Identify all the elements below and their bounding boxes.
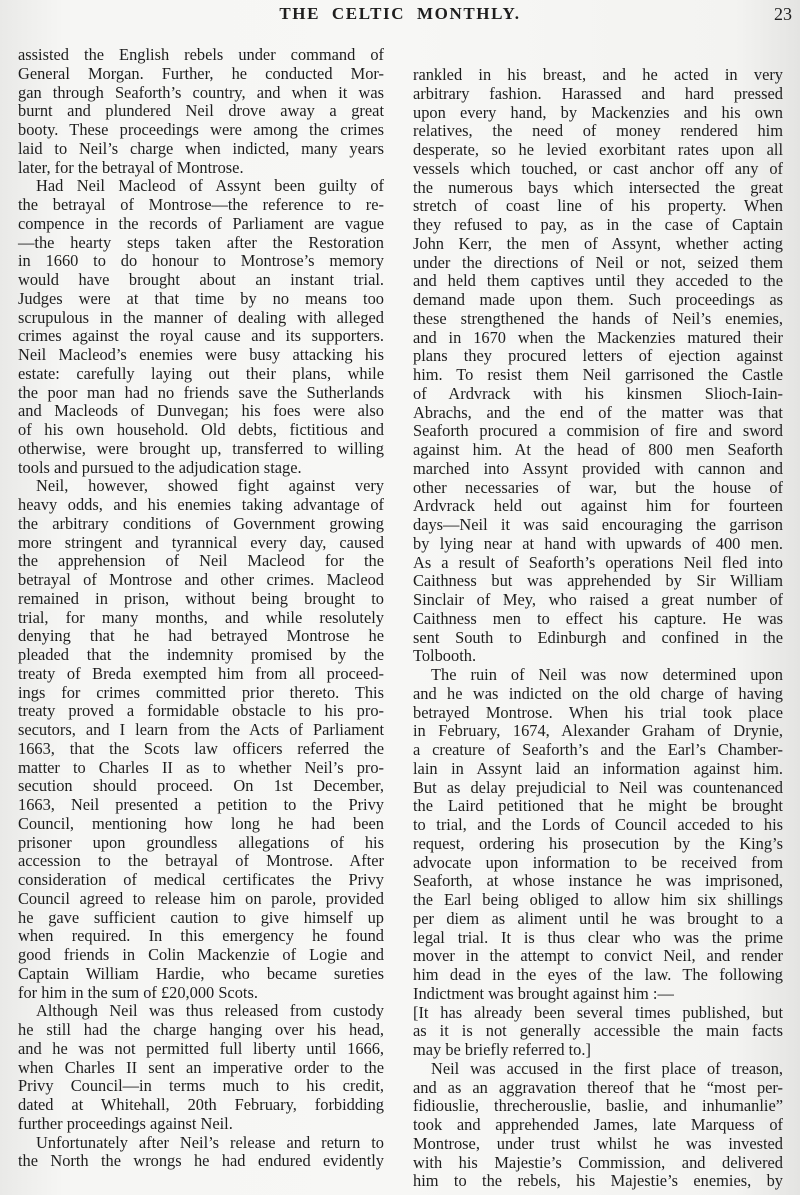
text-line: the Earl being obliged to allow him six shillings [413, 890, 783, 909]
text-line: secution should proceed. On 1st December, [18, 776, 384, 796]
text-line: —the hearty steps taken after the Restoration [18, 232, 384, 252]
text-line: and he was not permitted full liberty until 1666, [18, 1038, 384, 1058]
text-line: when required. In this emergency he found [18, 926, 384, 946]
text-line: request, ordering his prosecution by the King’s [413, 833, 783, 853]
paragraph [413, 666, 783, 1004]
text-line: he still had the charge hanging over his head, [18, 1020, 384, 1039]
text-line: fidiouslie, threcherouslie, baslie, and inhumanlie” [413, 1096, 783, 1116]
text-line: these strengthened the hands of Neil’s enemies, [413, 308, 783, 328]
text-line: But as delay prejudicial to Neil was countenanced [413, 777, 783, 797]
text-line: and Macleods of Dunvegan; his foes were also [18, 401, 384, 421]
text-line: laid to Neil’s charge when indicted, many years [18, 138, 384, 158]
text-line: booty. These proceedings were among the crimes [18, 120, 384, 139]
text-line: and he was indicted on the old charge of having [413, 683, 783, 703]
text-line: Abrachs, and the end of the matter was that [413, 402, 783, 422]
text-line: secutors, and I learn from the Acts of Parliament [18, 720, 384, 739]
text-line: denying that he had betrayed Montrose he [18, 626, 384, 646]
text-line: Caithness but was apprehended by Sir William [413, 571, 783, 591]
text-line: Judges were at that time by no means too [18, 288, 384, 308]
text-line: gan through Seaforth’s country, and when it was [18, 82, 384, 102]
text-line: vessels which touched, or cast anchor off any of [413, 158, 783, 178]
paragraph [413, 66, 783, 666]
text-line: Although Neil was thus released from custody [36, 1001, 384, 1021]
text-line: when Charles II sent an imperative order to the [18, 1057, 384, 1077]
text-line: compence in the records of Parliament are vague [18, 213, 384, 233]
text-line: advocate upon information to be received from [413, 852, 783, 872]
text-line: may be briefly referred to.] [413, 1040, 591, 1059]
text-line: a creature of Seaforth’s and the Earl’s Chamber- [413, 740, 783, 759]
text-line: dated at Whitehall, 20th February, forbidding [18, 1095, 384, 1114]
text-line: Sinclair of Mey, who raised a great number of [413, 590, 783, 609]
text-line: rankled in his breast, and he acted in very [413, 65, 783, 84]
paragraph [18, 1134, 384, 1172]
text-line: treaty proved a formidable obstacle to his pro- [18, 701, 384, 721]
text-line: him to the rebels, his Majestie’s enemies, by [413, 1171, 783, 1191]
right-column [413, 66, 783, 1191]
text-line: General Morgan. Further, he conducted Mor- [18, 63, 384, 83]
text-line: desperate, so he levied exorbitant rates upon all [413, 140, 783, 159]
text-line: sent South to Edinburgh and confined in the [413, 627, 783, 647]
text-line: demand made upon them. Such proceedings as [413, 290, 783, 309]
text-line: Council agreed to release him on parole, provided [18, 888, 384, 908]
text-line: arbitrary fashion. Harassed and hard pressed [413, 83, 783, 103]
paragraph [18, 46, 384, 177]
text-line: otherwise, were brought up, transferred to willing [18, 438, 384, 458]
text-line: Seaforth procured a commision of fire and sword [413, 421, 783, 441]
text-line: per diem as aliment until he was brought to a [413, 908, 783, 928]
text-line: Captain William Hardie, who became sureties [18, 963, 384, 983]
text-line: crimes against the royal cause and its supporters. [18, 326, 384, 346]
text-line: the numerous bays which intersected the great [413, 177, 783, 197]
text-line: the arbitrary conditions of Government growing [18, 513, 384, 533]
text-line: legal trial. It is thus clear who was the prime [413, 927, 783, 947]
left-column [18, 46, 384, 1171]
paragraph [18, 177, 384, 477]
text-line: heavy odds, and his enemies taking advantage of [18, 495, 384, 514]
text-line: to trial, and the Lords of Council acceded to his [413, 815, 783, 834]
text-line: Neil was accused in the first place of treason, [431, 1058, 783, 1078]
running-header [0, 2, 800, 24]
text-line: and in 1670 when the Mackenzies matured their [413, 327, 783, 347]
text-line: Indictment was brought against him :— [413, 983, 674, 1003]
text-line: Unfortunately after Neil’s release and return to [36, 1132, 384, 1152]
text-line: trial, for many months, and while resolutely [18, 607, 384, 627]
text-line: Neil Macleod’s enemies were busy attacking his [18, 345, 384, 364]
text-line: the Laird petitioned that he might be brought [413, 796, 783, 816]
text-line: more stringent and tyrannical every day, caused [18, 532, 384, 552]
text-line: him. To resist them Neil garrisoned the Castle [413, 365, 783, 384]
text-line: with his Majestie’s Commission, and delivered [413, 1152, 783, 1172]
text-line: of Ardvrack with his kinsmen Slioch-Iain- [413, 383, 783, 403]
text-line: would have brought about an instant trial. [18, 270, 384, 289]
text-line: for him in the sum of £20,000 Scots. [18, 982, 258, 1002]
journal-title: THE CELTIC MONTHLY. [279, 4, 521, 23]
text-line: assisted the English rebels under command of [18, 45, 384, 64]
text-line: the apprehension of Neil Macleod for the [18, 551, 384, 571]
text-line: Montrose, under trust whilst he was invested [413, 1133, 783, 1153]
text-line: Tolbooth. [413, 646, 477, 666]
text-line: Seaforth, at whose instance he was imprisoned, [413, 871, 783, 891]
text-line: 1663, that the Scots law officers referred the [18, 738, 384, 758]
text-line: accession to the betrayal of Montrose. After [18, 851, 384, 871]
text-line: Privy Council—in terms much to his credit, [18, 1076, 384, 1096]
text-line: and as an aggravation thereof that he “most per- [413, 1077, 783, 1097]
text-line: they refused to pay, as in the case of Captain [413, 215, 783, 234]
text-line: against him. At the head of 800 men Seaforth [413, 440, 783, 459]
text-line: and held them captives until they acceded to the [413, 271, 783, 291]
text-line: took and apprehended James, late Marquess of [413, 1115, 783, 1134]
page-number: 23 [774, 4, 792, 24]
text-line: consideration of medical certificates the Privy [18, 870, 384, 889]
text-line: pleaded that the indemnity promised by the [18, 645, 384, 664]
text-line: further proceedings against Neil. [18, 1113, 233, 1133]
text-line: matter to Charles II as to whether Neil’s pro- [18, 757, 384, 777]
text-line: plans they procured letters of ejection against [413, 346, 783, 366]
paragraph [413, 1004, 783, 1060]
text-line: scrupulous in the manner of dealing with alleged [18, 307, 384, 327]
text-line: as it is not generally accessible the main facts [413, 1021, 783, 1041]
text-line: him dead in the eyes of the law. The following [413, 965, 783, 984]
text-line: As a result of Seaforth’s operations Neil fled into [413, 552, 783, 572]
text-line: betrayed Montrose. When his trial took place [413, 702, 783, 722]
text-line: 1663, Neil presented a petition to the Privy [18, 795, 384, 814]
text-line: Ardvrack held out against him for fourteen [413, 496, 783, 516]
text-line: later, for the betrayal of Montrose. [18, 157, 244, 177]
paragraph [18, 477, 384, 1002]
text-line: burnt and plundered Neil drove away a great [18, 101, 384, 121]
text-line: stretch of coast line of his property. When [413, 196, 783, 216]
text-line: [It has already been several times published, but [413, 1002, 783, 1022]
text-line: relatives, the need of money rendered him [413, 121, 783, 141]
text-line: treaty of Breda exempted him from all proceed- [18, 663, 384, 683]
text-line: prisoner upon groundless allegations of his [18, 832, 384, 852]
text-line: the betrayal of Montrose—the reference to re- [18, 195, 384, 214]
text-line: ings for crimes committed prior thereto. This [18, 682, 384, 702]
text-line: other necessaries of war, but the house of [413, 477, 783, 497]
text-line: John Kerr, the men of Assynt, whether acting [413, 233, 783, 253]
text-line: remained in prison, without being brought to [18, 588, 384, 608]
text-line: lain in Assynt laid an information against him. [413, 758, 783, 778]
text-line: days—Neil it was said encouraging the garrison [413, 515, 783, 534]
text-line: Neil, however, showed fight against very [36, 476, 384, 496]
text-line: Had Neil Macleod of Assynt been guilty of [36, 176, 384, 196]
text-line: tools and pursued to the adjudication stage. [18, 457, 302, 477]
text-line: in February, 1674, Alexander Graham of Drynie, [413, 721, 783, 741]
text-line: marched into Assynt provided with cannon and [413, 458, 783, 478]
paragraph [413, 1060, 783, 1191]
text-line: betrayal of Montrose and other crimes. Macleod [18, 570, 384, 589]
text-line: in 1660 to do honour to Montrose’s memory [18, 251, 384, 271]
text-line: Council, mentioning how long he had been [18, 813, 384, 833]
text-line: The ruin of Neil was now determined upon [431, 665, 783, 684]
text-line: the North the wrongs he had endured evidently [18, 1151, 384, 1171]
text-line: upon every hand, by Mackenzies and his own [413, 102, 783, 122]
text-line: of his own household. Old debts, fictitious and [18, 420, 384, 439]
text-line: mover in the attempt to convict Neil, and render [413, 946, 783, 966]
text-line: Caithness men to effect his capture. He was [413, 608, 783, 628]
text-line: by lying near at hand with upwards of 400 men. [413, 533, 783, 553]
paragraph [18, 1002, 384, 1133]
text-line: the poor man had no friends save the Sutherlands [18, 382, 384, 402]
text-line: estate: carefully laying out their plans, while [18, 363, 384, 383]
text-line: good friends in Colin Mackenzie of Logie and [18, 945, 384, 964]
text-line: under the directions of Neil or not, seized them [413, 252, 783, 272]
text-line: he gave sufficient caution to give himself up [18, 907, 384, 927]
